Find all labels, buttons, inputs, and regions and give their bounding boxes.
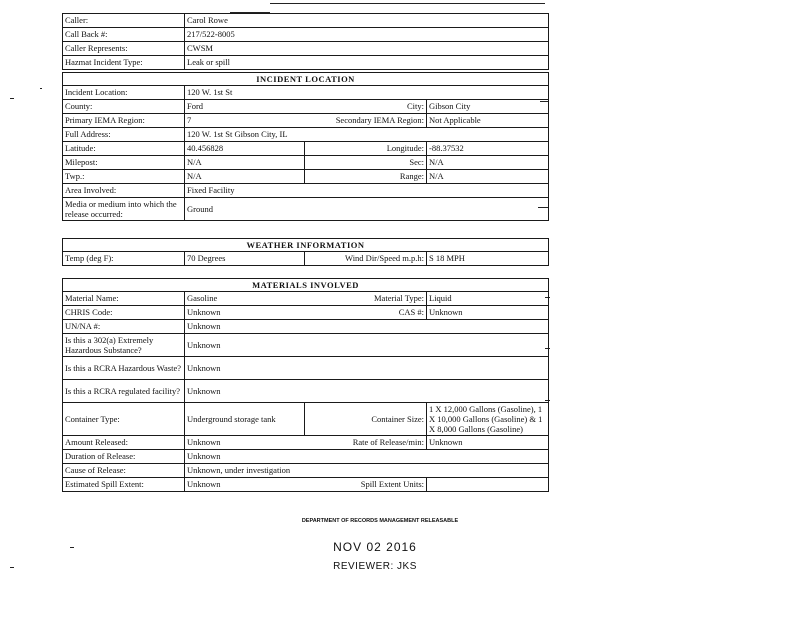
table-row: [63, 86, 549, 100]
milepost-label: Milepost:: [63, 156, 185, 170]
cas-value: Unknown: [427, 306, 549, 320]
material-name-value: Gasoline: [185, 292, 305, 306]
latitude-label: Latitude:: [63, 142, 185, 156]
table-row: [63, 114, 549, 128]
spill-extent-value: Unknown: [185, 478, 305, 492]
amount-released-value: Unknown: [185, 436, 305, 450]
hazmat-type-value: Leak or spill: [185, 56, 549, 70]
range-value: N/A: [427, 170, 549, 184]
table-row: [63, 198, 549, 221]
table-row: [63, 142, 549, 156]
media-label: Media or medium into which the release occurred:: [63, 198, 185, 221]
materials-heading: MATERIALS INVOLVED: [63, 279, 549, 292]
rcra-waste-value: Unknown: [185, 357, 549, 380]
scan-line: [40, 88, 42, 89]
container-size-value: 1 X 12,000 Gallons (Gasoline), 1 X 10,000 Gallons (Gasoline) & 1 X 8,000 Gallons (Gasoline): [427, 403, 549, 436]
longitude-label: Longitude:: [305, 142, 427, 156]
cas-label: CAS #:: [305, 306, 427, 320]
primary-region-label: Primary IEMA Region:: [63, 114, 185, 128]
range-label: Range:: [305, 170, 427, 184]
caller-represents-label: Caller Represents:: [63, 42, 185, 56]
caller-represents-value: CWSM: [185, 42, 549, 56]
table-row: [63, 320, 549, 334]
table-row: [63, 14, 549, 28]
caller-label: Caller:: [63, 14, 185, 28]
duration-value: Unknown: [185, 450, 549, 464]
table-row: [63, 56, 549, 70]
incident-location-table: [62, 72, 549, 221]
table-row: [63, 184, 549, 198]
table-row: [63, 306, 549, 320]
sec-value: N/A: [427, 156, 549, 170]
container-size-label: Container Size:: [305, 403, 427, 436]
materials-table: [62, 278, 549, 492]
caller-value: Carol Rowe: [185, 14, 549, 28]
chris-code-value: Unknown: [185, 306, 305, 320]
container-type-label: Container Type:: [63, 403, 185, 436]
wind-value: S 18 MPH: [427, 252, 549, 266]
duration-label: Duration of Release:: [63, 450, 185, 464]
scan-line: [10, 98, 14, 99]
city-value: Gibson City: [427, 100, 549, 114]
area-involved-label: Area Involved:: [63, 184, 185, 198]
un-na-value: Unknown: [185, 320, 549, 334]
scan-line: [270, 3, 545, 4]
primary-region-value: 7: [185, 114, 305, 128]
spill-extent-units-label: Spill Extent Units:: [305, 478, 427, 492]
un-na-label: UN/NA #:: [63, 320, 185, 334]
table-row: [63, 279, 549, 292]
rate-of-release-value: Unknown: [427, 436, 549, 450]
secondary-region-value: Not Applicable: [427, 114, 549, 128]
chris-code-label: CHRIS Code:: [63, 306, 185, 320]
table-row: [63, 252, 549, 266]
material-type-value: Liquid: [427, 292, 549, 306]
table-row: [63, 156, 549, 170]
table-row: [63, 436, 549, 450]
table-row: [63, 334, 549, 357]
full-address-label: Full Address:: [63, 128, 185, 142]
media-value: Ground: [185, 198, 549, 221]
county-label: County:: [63, 100, 185, 114]
call-back-label: Call Back #:: [63, 28, 185, 42]
full-address-value: 120 W. 1st St Gibson City, IL: [185, 128, 549, 142]
incident-location-value: 120 W. 1st St: [185, 86, 549, 100]
material-type-label: Material Type:: [305, 292, 427, 306]
incident-location-heading: INCIDENT LOCATION: [63, 73, 549, 86]
temp-value: 70 Degrees: [185, 252, 305, 266]
twp-value: N/A: [185, 170, 305, 184]
latitude-value: 40.456828: [185, 142, 305, 156]
temp-label: Temp (deg F):: [63, 252, 185, 266]
county-value: Ford: [185, 100, 305, 114]
twp-label: Twp.:: [63, 170, 185, 184]
wind-label: Wind Dir/Speed m.p.h:: [305, 252, 427, 266]
stamp-reviewer: REVIEWER: JKS: [333, 561, 417, 572]
area-involved-value: Fixed Facility: [185, 184, 549, 198]
stamp-department: DEPARTMENT OF RECORDS MANAGEMENT RELEASABLE: [301, 518, 459, 524]
longitude-value: -88.37532: [427, 142, 549, 156]
table-row: [63, 73, 549, 86]
caller-table: [62, 13, 549, 70]
table-row: [63, 403, 549, 436]
weather-heading: WEATHER INFORMATION: [63, 239, 549, 252]
table-row: [63, 464, 549, 478]
cause-label: Cause of Release:: [63, 464, 185, 478]
rcra-facility-value: Unknown: [185, 380, 549, 403]
table-row: [63, 100, 549, 114]
secondary-region-label: Secondary IEMA Region:: [305, 114, 427, 128]
amount-released-label: Amount Released:: [63, 436, 185, 450]
spill-extent-label: Estimated Spill Extent:: [63, 478, 185, 492]
call-back-value: 217/522-8005: [185, 28, 549, 42]
stamp-date: NOV 02 2016: [333, 540, 417, 554]
container-type-value: Underground storage tank: [185, 403, 305, 436]
table-row: [63, 128, 549, 142]
weather-table: [62, 238, 549, 266]
extremely-hazardous-label: Is this a 302(a) Extremely Hazardous Substance?: [63, 334, 185, 357]
table-row: [63, 478, 549, 492]
material-name-label: Material Name:: [63, 292, 185, 306]
table-row: [63, 380, 549, 403]
table-row: [63, 42, 549, 56]
scan-line: [70, 547, 74, 548]
rcra-facility-label: Is this a RCRA regulated facility?: [63, 380, 185, 403]
rate-of-release-label: Rate of Release/min:: [305, 436, 427, 450]
extremely-hazardous-value: Unknown: [185, 334, 549, 357]
table-row: [63, 450, 549, 464]
table-row: [63, 292, 549, 306]
table-row: [63, 357, 549, 380]
spill-extent-units-value: [427, 478, 549, 492]
table-row: [63, 239, 549, 252]
incident-location-label: Incident Location:: [63, 86, 185, 100]
scan-line: [10, 567, 14, 568]
sec-label: Sec:: [305, 156, 427, 170]
cause-value: Unknown, under investigation: [185, 464, 549, 478]
table-row: [63, 28, 549, 42]
rcra-waste-label: Is this a RCRA Hazardous Waste?: [63, 357, 185, 380]
table-row: [63, 170, 549, 184]
hazmat-type-label: Hazmat Incident Type:: [63, 56, 185, 70]
city-label: City:: [305, 100, 427, 114]
milepost-value: N/A: [185, 156, 305, 170]
